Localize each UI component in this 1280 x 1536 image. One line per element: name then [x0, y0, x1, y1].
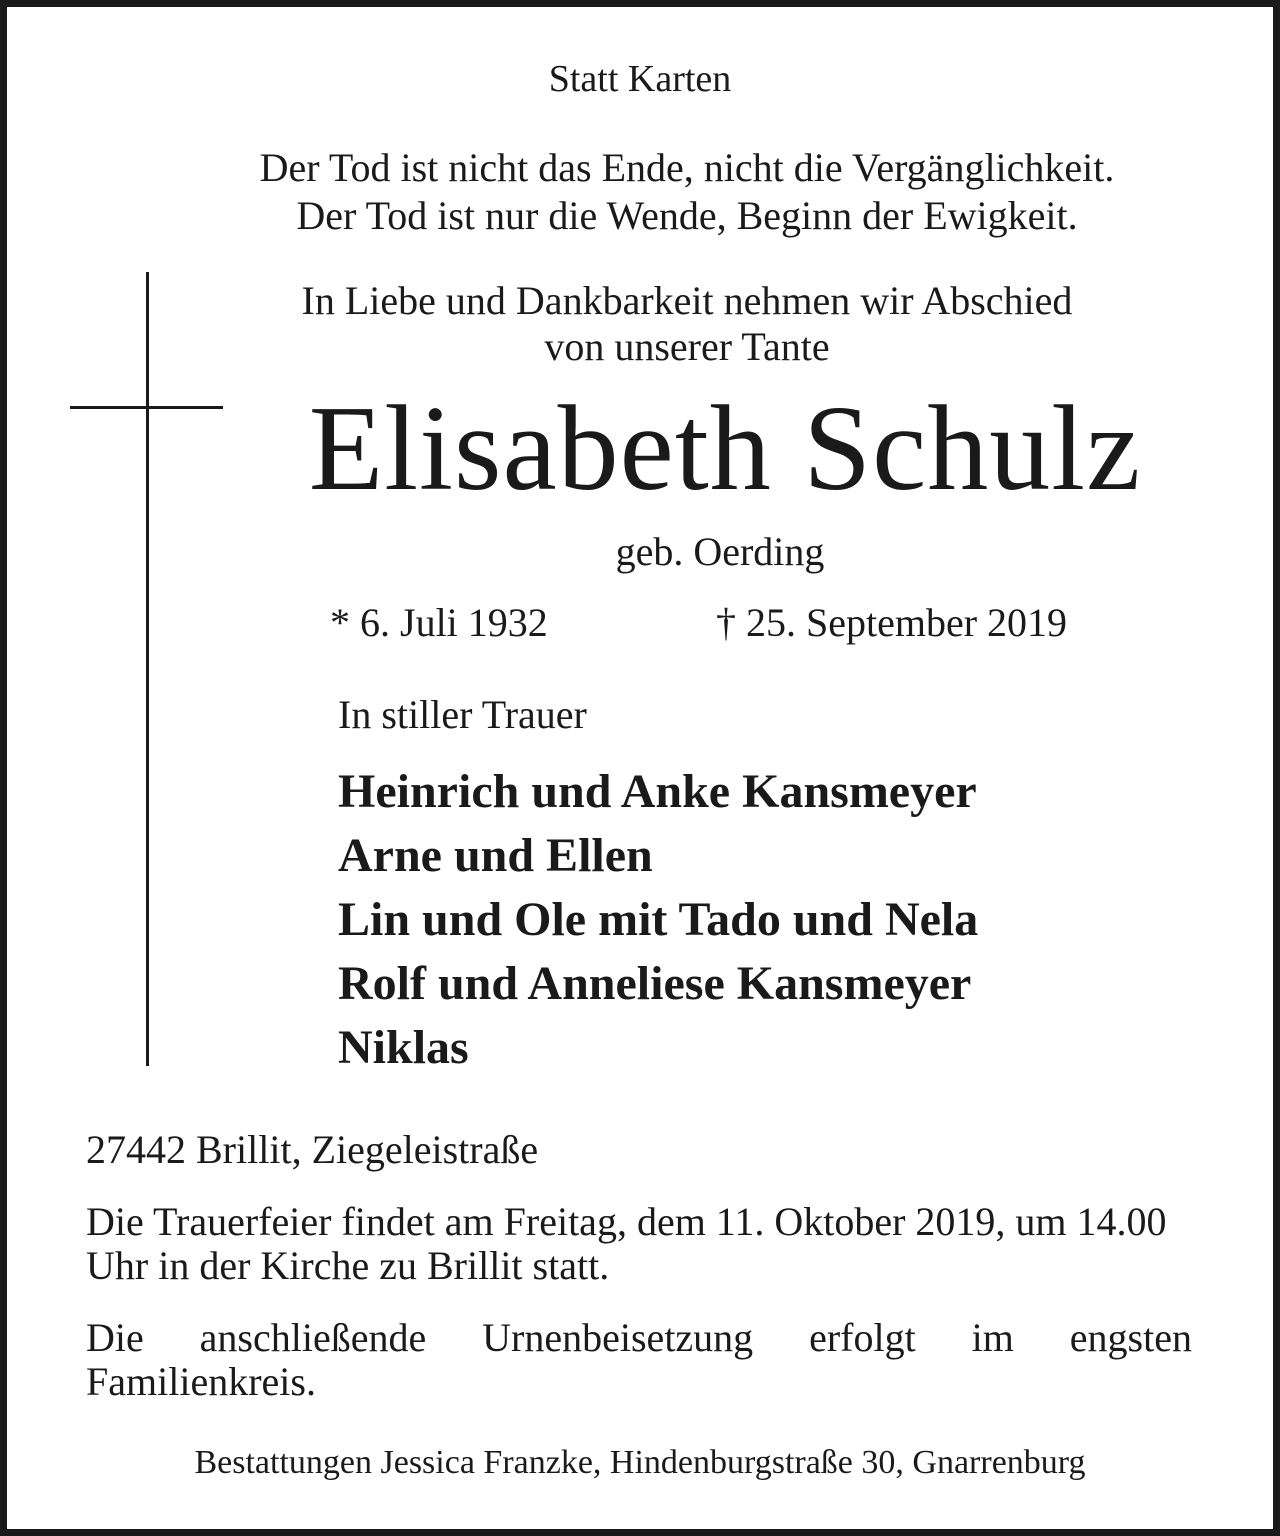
urn-burial-info: Die anschließende Urnenbeisetzung erfolgt im engsten Familienkreis. — [86, 1315, 1192, 1404]
mourning-label: In stiller Trauer — [338, 692, 587, 737]
intro-line-1: In Liebe und Dankbarkeit nehmen wir Abschied — [301, 278, 1073, 323]
mourner-name: Lin und Ole mit Tado und Nela — [338, 893, 979, 946]
mourner-name: Niklas — [338, 1021, 469, 1074]
header-text: Statt Karten — [548, 58, 732, 100]
mourner-name: Arne und Ellen — [338, 829, 653, 882]
quote-line-1: Der Tod ist nicht das Ende, nicht die Vergänglichkeit. — [259, 145, 1115, 190]
deceased-name: Elisabeth Schulz — [308, 381, 1142, 516]
birth-date: * 6. Juli 1932 — [330, 600, 548, 645]
address: 27442 Brillit, Ziegeleistraße — [86, 1127, 539, 1172]
funeral-info: Die Trauerfeier findet am Freitag, dem 11. Oktober 2019, um 14.00 Uhr in der Kirche zu Brillit statt. — [86, 1199, 1167, 1288]
mourner-name: Heinrich und Anke Kansmeyer — [338, 765, 977, 818]
intro-line-2: von unserer Tante — [544, 324, 830, 369]
mourner-name: Rolf und Anneliese Kansmeyer — [338, 957, 972, 1010]
cross-horizontal-bar — [70, 406, 223, 409]
maiden-name: geb. Oerding — [615, 529, 825, 574]
quote-line-2: Der Tod ist nur die Wende, Beginn der Ewigkeit. — [296, 193, 1078, 238]
death-date: † 25. September 2019 — [716, 600, 1068, 645]
undertaker-info: Bestattungen Jessica Franzke, Hindenburgstraße 30, Gnarrenburg — [194, 1444, 1086, 1481]
cross-vertical-bar — [146, 272, 149, 1066]
